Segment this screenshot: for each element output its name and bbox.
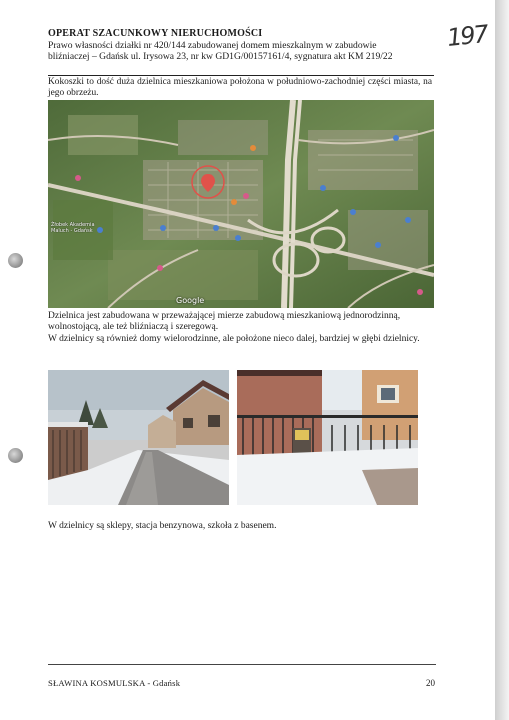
paragraph-1-line-1: Dzielnica jest zabudowana w przeważającej mierze zabudową mieszkaniową jednorodzinną, xyxy=(48,311,401,321)
footer-divider xyxy=(48,664,436,665)
handwritten-page-mark: 197 xyxy=(445,19,489,53)
map-graphic xyxy=(48,100,434,308)
document-title: OPERAT SZACUNKOWY NIERUCHOMOŚCI xyxy=(48,28,263,39)
header-divider xyxy=(48,75,434,76)
house-photo-graphic xyxy=(237,370,418,505)
header-line-2: bliźniaczej – Gdańsk ul. Irysowa 23, nr kw GD1G/00157161/4, sygnatura akt KM 219/22 xyxy=(48,51,393,63)
google-watermark: Google xyxy=(176,296,205,305)
page-number: 20 xyxy=(426,678,435,688)
document-header xyxy=(48,40,432,63)
paragraph-3: W dzielnicy są sklepy, stacja benzynowa, szkoła z basenem. xyxy=(48,521,277,531)
paragraph-1-line-2: wolnostojącą, ale też bliźniaczą i szeregową. xyxy=(48,322,219,333)
intro-paragraph: Kokoszki to dość duża dzielnica mieszkaniowa położona w południowo-zachodniej części miasta, na jego obrzeżu. xyxy=(48,77,432,99)
satellite-map xyxy=(48,100,434,308)
header-line-1: Prawo własności działki nr 420/144 zabudowanej domem mieszkalnym w zabudowie xyxy=(48,40,377,51)
footer-author: SŁAWINA KOSMULSKA - Gdańsk xyxy=(48,678,181,688)
street-photo-graphic xyxy=(48,370,229,505)
map-poi-label: Żłobek Akademia Maluch - Gdańsk xyxy=(51,222,95,234)
page-edge-shadow xyxy=(495,0,509,720)
paragraph-1 xyxy=(48,311,434,334)
street-photo xyxy=(48,370,229,505)
paragraph-2: W dzielnicy są również domy wielorodzinne, ale położone nieco dalej, bardziej w głębi dzielnicy. xyxy=(48,334,420,344)
punch-hole-icon xyxy=(8,448,23,463)
house-photo xyxy=(237,370,418,505)
punch-hole-icon xyxy=(8,253,23,268)
